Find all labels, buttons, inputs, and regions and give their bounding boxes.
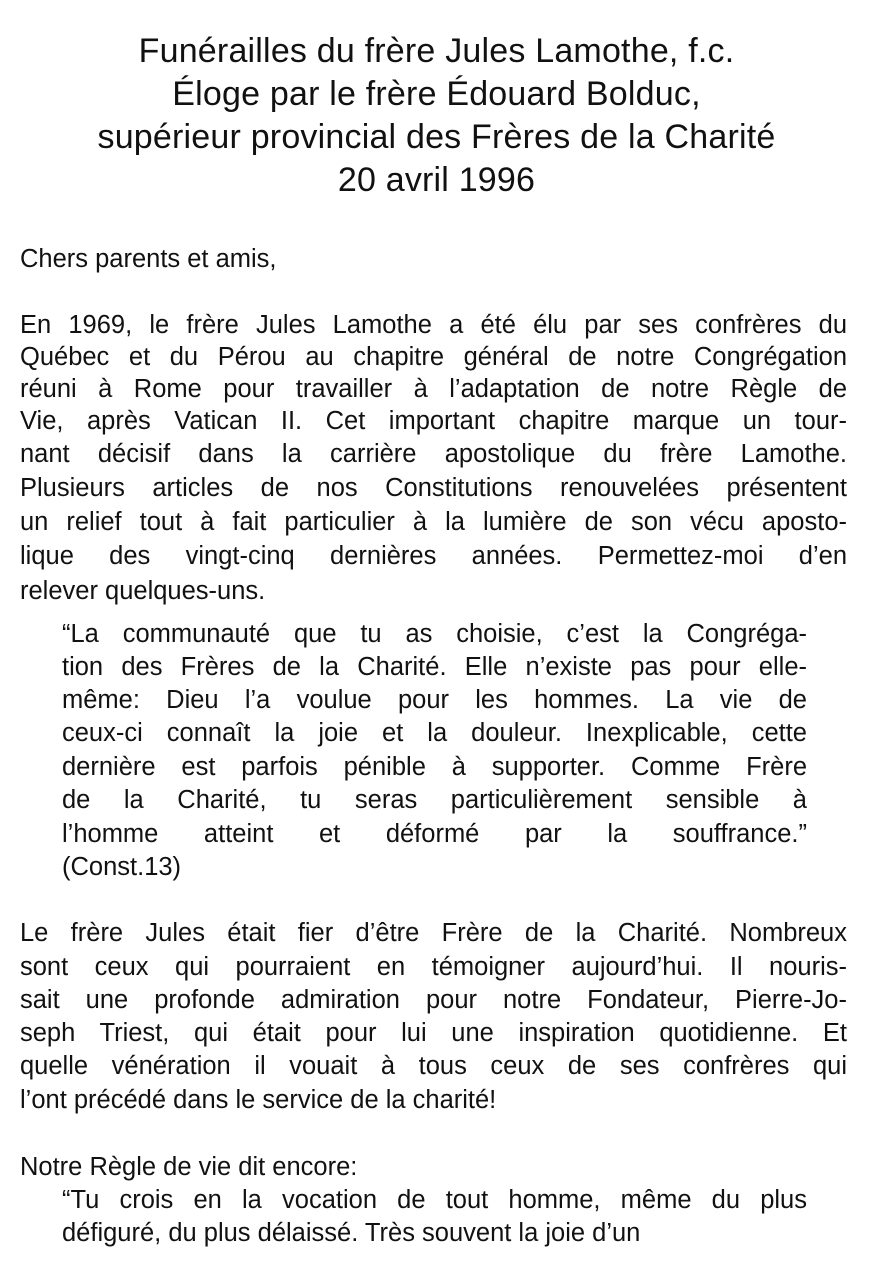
paragraph-line: l’ont précédé dans le service de la charité! [20,1086,497,1114]
paragraph-line: sont ceux qui pourraient en témoigner aujourd’hui. Il nouris- [20,953,847,981]
title-line: supérieur provincial des Frères de la Charité [97,118,776,156]
quote-line: défiguré, du plus délaissé. Très souvent la joie d’un [62,1219,641,1247]
quote-line: même: Dieu l’a voulue pour les hommes. La vie de [62,686,807,714]
title-line: Funérailles du frère Jules Lamothe, f.c. [138,32,735,70]
quote-citation: (Const.13) [62,853,182,881]
quote-line: “La communauté que tu as choisie, c’est la Congréga- [62,620,807,648]
document-title [0,30,873,202]
paragraph-line: lique des vingt-cinq dernières années. Permettez-moi d’en [20,542,847,570]
paragraph-line: relever quelques-uns. [20,577,266,605]
paragraph-line: seph Triest, qui était pour lui une inspiration quotidienne. Et [20,1019,847,1047]
paragraph-line: En 1969, le frère Jules Lamothe a été élu par ses confrères du [20,311,847,339]
title-line: 20 avril 1996 [337,161,536,199]
paragraph-line: Le frère Jules était fier d’être Frère de la Charité. Nombreux [20,919,847,947]
paragraph-line: Plusieurs articles de nos Constitutions renouvelées présentent [20,474,847,502]
quote-line: l’homme atteint et déformé par la souffrance.” [62,820,807,848]
paragraph-line: réuni à Rome pour travailler à l’adaptation de notre Règle de [20,375,847,403]
quote-line: dernière est parfois pénible à supporter. Comme Frère [62,753,807,781]
paragraph-line: quelle vénération il vouait à tous ceux de ses confrères qui [20,1052,847,1080]
quote-line: “Tu crois en la vocation de tout homme, même du plus [62,1186,807,1214]
quote-line: de la Charité, tu seras particulièrement sensible à [62,786,807,814]
paragraph-line: Québec et du Pérou au chapitre général de notre Congrégation [20,343,847,371]
paragraph-line: nant décisif dans la carrière apostolique du frère Lamothe. [20,440,847,468]
paragraph-line: Notre Règle de vie dit encore: [20,1153,358,1181]
paragraph-line: Vie, après Vatican II. Cet important chapitre marque un tour- [20,407,847,435]
paragraph-line: un relief tout à fait particulier à la lumière de son vécu aposto- [20,508,847,536]
paragraph-line: sait une profonde admiration pour notre Fondateur, Pierre-Jo- [20,986,847,1014]
quote-line: ceux-ci connaît la joie et la douleur. Inexplicable, cette [62,719,807,747]
salutation: Chers parents et amis, [20,245,277,273]
quote-line: tion des Frères de la Charité. Elle n’existe pas pour elle- [62,653,807,681]
title-line: Éloge par le frère Édouard Bolduc, [172,75,701,113]
